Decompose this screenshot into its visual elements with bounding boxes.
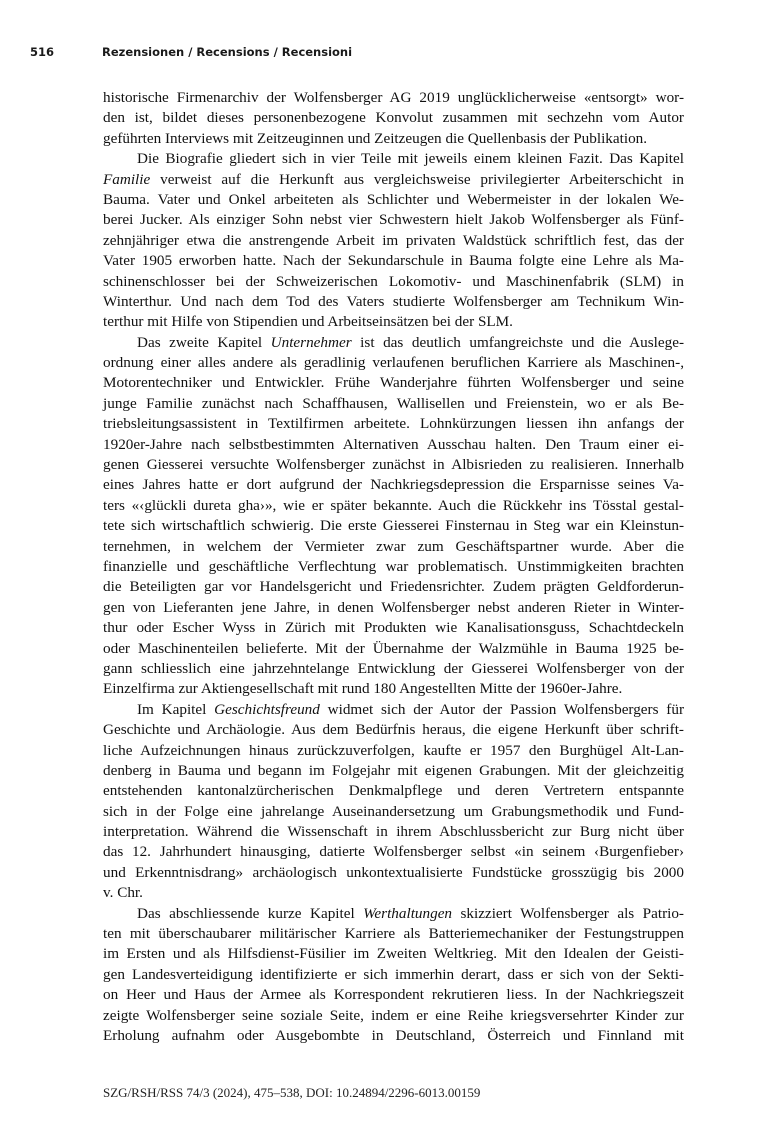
text-line: finanzielle und geschäftliche Verflechtung war problematisch. Unstimmigkeiten brachten (103, 557, 684, 575)
text-line: Winterthur. Und nach dem Tod des Vaters studierte Wolfensberger am Technikum Win- (103, 292, 684, 310)
text-line: sich in der Folge eine jahrelange Auseinandersetzung um Grabungsmethodik und Fund- (103, 802, 684, 820)
text-run: verweist auf die Herkunft aus vergleichsweise privilegierter Arbeiterschicht in (150, 170, 684, 188)
text-run: Das zweite Kapitel (137, 333, 271, 351)
text-line: interpretation. Während die Wissenschaft in ihrem Abschlussbericht zur Burg nicht über (103, 823, 684, 841)
text-line: denberg in Bauma und begann im Folgejahr mit eigenen Grabungen. Mit der gleichzeitig (103, 761, 684, 779)
review-body (103, 88, 684, 1046)
text-line: im Ersten und als Hilfsdienst-Füsilier im Zweiten Weltkrieg. Mit den Idealen der Geisti- (103, 945, 684, 963)
text-line: thur oder Escher Wyss in Zürich mit Produkten wie Kanalisationsguss, Schachtdeckeln (103, 619, 684, 637)
journal-citation: SZG/RSH/RSS 74/3 (2024), 475–538, DOI: 10.24894/2296-6013.00159 (103, 1085, 481, 1100)
text-line (103, 333, 684, 353)
text-line (103, 904, 684, 924)
text-line (103, 170, 684, 190)
text-line: zeigte Wolfensberger seine soziale Seite, indem er eine Reihe kriegsversehrter Kinder zur (103, 1006, 684, 1024)
page-number: 516 (30, 45, 55, 59)
text-line: Die Biografie gliedert sich in vier Teile mit jeweils einem kleinen Fazit. Das Kapitel (137, 150, 684, 168)
text-line: v. Chr. (103, 884, 143, 902)
text-line: ternehmen, in welchem der Vermieter zwar zum Geschäftspartner wurde. Aber die (103, 537, 684, 555)
text-line: gen von Lieferanten jene Jahre, in denen Wolfensberger nebst anderen Rieter in Winter- (103, 598, 684, 616)
text-line: Motorentechniker und Entwickler. Frühe Wanderjahre führten Wolfensberger und seine (103, 374, 684, 392)
text-line: Bauma. Vater und Onkel arbeiteten als Schlichter und Webermeister in der lokalen We- (103, 190, 684, 208)
text-line: den ist, bildet dieses personenbezogene Konvolut zusammen mit sechzehn vom Autor (103, 109, 684, 127)
text-line: genen Giesserei versuchte Wolfensberger zunächst in Albisrieden zu realisieren. Innerhalb (103, 456, 684, 474)
text-line: schinenschlosser bei der Schweizerischen Lokomotiv- und Maschinenfabrik (SLM) in (103, 272, 684, 290)
text-run: skizziert Wolfensberger als Patrio- (452, 904, 684, 922)
chapter-title: Familie (103, 170, 151, 188)
text-line: gen Landesverteidigung identifizierte er sich immerhin derart, dass er sich von der Sekti- (103, 965, 684, 983)
text-line: Einzelfirma zur Aktiengesellschaft mit rund 180 Angestellten Mitte der 1960er-Jahre. (103, 680, 623, 698)
text-line: geführten Interviews mit Zeitzeuginnen und Zeitzeugen die Quellenbasis der Publikation. (103, 129, 648, 147)
text-line: zehnjähriger etwa die anstrengende Arbeit im privaten Waldstück schriftlich fest, das der (103, 231, 684, 249)
text-line: eines Jahres hatte er dort aufgrund der Nachkriegsdepression die Ersparnisse seines Va- (103, 476, 684, 494)
text-run: Im Kapitel (137, 700, 215, 718)
text-line: triebsleitungsassistent in Textilfirmen arbeitete. Lohnkürzungen liessen ihn anfangs der (103, 415, 684, 433)
text-line: ten mit überschaubarer militärischer Karriere als Batteriemechaniker der Festungstruppen (103, 925, 684, 943)
text-line: 1920er-Jahre nach selbstbestimmten Alternativen Ausschau halten. Den Traum einer ei- (103, 435, 684, 453)
chapter-title: Unternehmer (270, 333, 352, 351)
text-line: terthur mit Hilfe von Stipendien und Arbeitseinsätzen bei der SLM. (103, 313, 513, 331)
text-run: ist das deutlich umfangreichste und die Auslege- (351, 333, 684, 351)
chapter-title: Geschichtsfreund (214, 700, 320, 718)
text-line: und Erkenntnisdrang» archäologisch unkontextualisierte Fundstücke grosszügig bis 2000 (103, 863, 684, 881)
text-line: tete sich wirtschaftlich schwierig. Die erste Giesserei Finsternau in Steg war ein Kleinstun- (103, 517, 684, 535)
chapter-title: Werthaltungen (363, 904, 453, 922)
text-line: gann schliesslich eine jahrzehntelange Entwicklung der Giesserei Wolfensberger von der (103, 659, 684, 677)
text-line: ters «‹glückli dureta gha›», wie er später bekannte. Auch die Rückkehr ins Tösstal gestal- (103, 496, 684, 514)
text-line: oder Maschinenteilen belieferte. Mit der Übernahme der Walzmühle in Bauma 1925 be- (103, 639, 684, 657)
running-header (30, 45, 752, 65)
text-line: on Heer und Haus der Armee als Korrespondent rekrutieren liess. In der Nachkriegszeit (103, 986, 684, 1004)
text-line: liche Aufzeichnungen hinaus zurückzuverfolgen, kaufte er 1957 den Burghügel Alt-Lan- (103, 741, 684, 759)
text-line: ordnung einer alles andere als geradlinig verlaufenen beruflichen Karriere als Maschinen-, (103, 354, 684, 372)
text-line: entstehenden kantonalzürcherischen Denkmalpflege und deren Vertretern entspannte (103, 782, 684, 800)
text-line: Erholung aufnahm oder Ausgebombte in Deutschland, Österreich und Finnland mit (103, 1026, 684, 1044)
text-line: berei Jucker. Als einziger Sohn nebst vier Schwestern hielt Jakob Wolfensberger als Fünf- (103, 211, 684, 229)
text-line: das 12. Jahrhundert hinausging, datierte Wolfensberger selbst «in seinem ‹Burgenfieber› (103, 843, 684, 861)
text-line: die Beteiligten gar vor Handelsgericht und Friedensrichter. Zudem prägten Geldforderun- (103, 578, 684, 596)
text-run: Das abschliessende kurze Kapitel (137, 904, 364, 922)
running-title: Rezensionen / Recensions / Recensioni (102, 45, 353, 59)
text-line: Vater 1905 erworben hatte. Nach der Sekundarschule in Bauma folgte eine Lehre als Ma- (103, 252, 684, 270)
text-line: historische Firmenarchiv der Wolfensberger AG 2019 unglücklicherweise «entsorgt» wor- (103, 89, 684, 106)
text-line (103, 700, 684, 720)
text-line: Geschichte und Archäologie. Aus dem Bedürfnis heraus, die eigene Herkunft über schrift- (103, 721, 684, 739)
text-run: widmet sich der Autor der Passion Wolfensbergers für (319, 700, 685, 718)
text-line: junge Familie zunächst nach Schaffhausen, Wallisellen und Freienstein, wo er als Be- (103, 394, 684, 412)
